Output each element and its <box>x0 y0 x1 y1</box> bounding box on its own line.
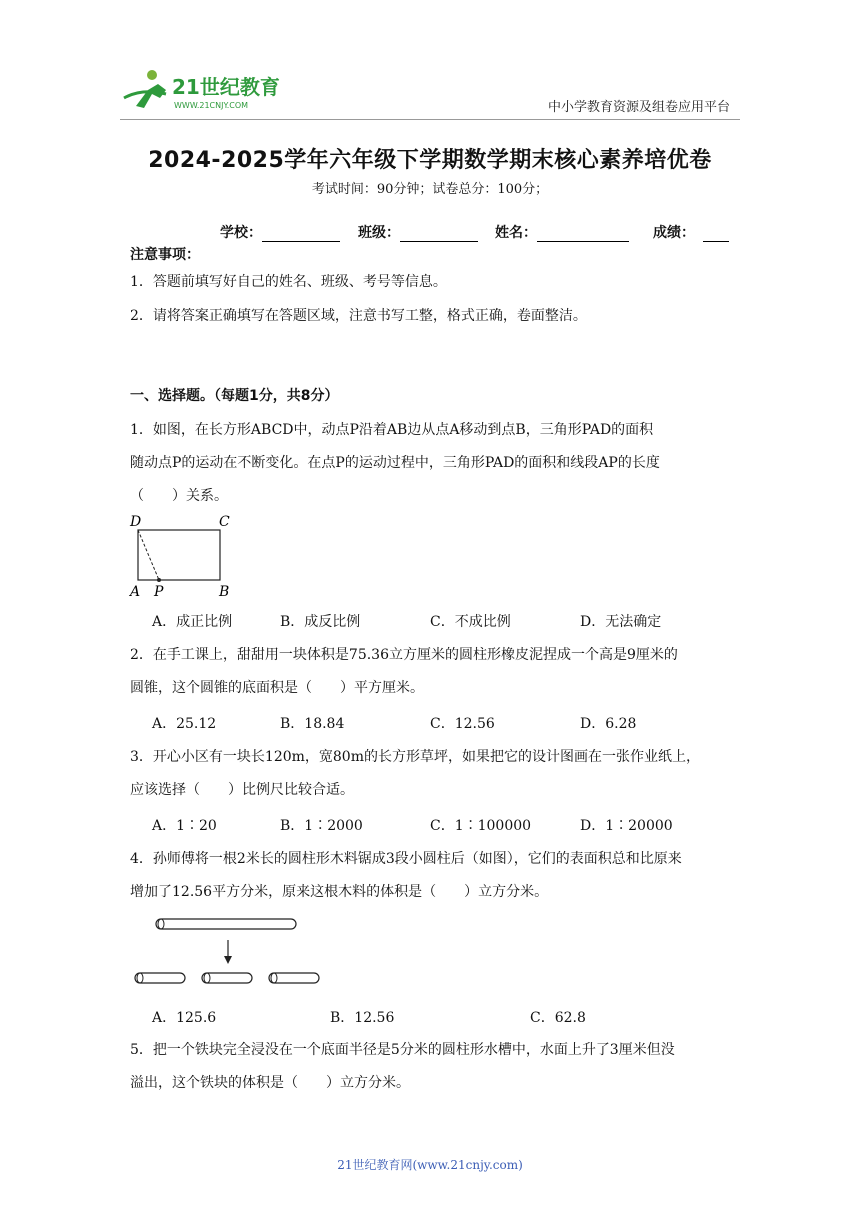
option-b[interactable]: B．18.84 <box>280 716 345 732</box>
option-a[interactable]: A．25.12 <box>152 716 217 732</box>
question-line: 圆锥，这个圆锥的底面积是（ ）平方厘米。 <box>130 680 424 696</box>
label-c: C <box>219 514 230 530</box>
option-b[interactable]: B．12.56 <box>330 1010 395 1026</box>
notes-heading: 注意事项： <box>130 247 200 263</box>
class-blank[interactable] <box>400 227 478 242</box>
option-b[interactable]: B．成反比例 <box>280 614 361 630</box>
point-p <box>157 578 161 582</box>
note-item: 2．请将答案正确填写在答题区域，注意书写工整，格式正确，卷面整洁。 <box>130 308 587 324</box>
question-line: 3．开心小区有一块长120m，宽80m的长方形草坪，如果把它的设计图画在一张作业纸上， <box>130 749 700 765</box>
option-a[interactable]: A．成正比例 <box>152 614 233 630</box>
score-label: 成绩： <box>653 225 695 241</box>
rectangle-abcd-figure <box>128 512 238 602</box>
score-field[interactable] <box>653 222 729 242</box>
question-line: 溢出，这个铁块的体积是（ ）立方分米。 <box>130 1075 410 1091</box>
question-line: 1．如图，在长方形ABCD中，动点P沿着AB边从点A移动到点B，三角形PAD的面积 <box>130 422 654 438</box>
question-line: （ ）关系。 <box>130 488 228 504</box>
option-b[interactable]: B．1∶2000 <box>280 818 363 834</box>
option-c[interactable]: C．不成比例 <box>430 614 511 630</box>
class-label: 班级： <box>358 225 400 241</box>
class-field[interactable] <box>358 222 478 242</box>
label-p: P <box>154 584 164 600</box>
question-line: 应该选择（ ）比例尺比较合适。 <box>130 782 354 798</box>
header-divider <box>120 119 740 120</box>
dashed-line-dp <box>138 530 159 580</box>
arrow-head-icon <box>224 956 232 964</box>
question-line: 随动点P的运动在不断变化。在点P的运动过程中，三角形PAD的面积和线段AP的长度 <box>130 455 660 471</box>
option-d[interactable]: D．无法确定 <box>580 614 662 630</box>
logo-url: WWW.21CNJY.COM <box>174 101 249 110</box>
question-line: 5．把一个铁块完全浸没在一个底面半径是5分米的圆柱形水槽中，水面上升了3厘米但没 <box>130 1042 675 1058</box>
exam-title: 2024-2025学年六年级下学期数学期末核心素养培优卷 <box>148 148 712 173</box>
question-line: 2．在手工课上，甜甜用一块体积是75.36立方厘米的圆柱形橡皮泥捏成一个高是9厘米的 <box>130 647 678 663</box>
site-logo <box>122 68 292 114</box>
runner-logo-icon <box>122 68 292 114</box>
log-cut-figure <box>128 912 328 992</box>
score-blank[interactable] <box>703 227 729 242</box>
school-blank[interactable] <box>262 227 340 242</box>
name-label: 姓名： <box>495 225 537 241</box>
option-d[interactable]: D．6.28 <box>580 716 637 732</box>
option-c[interactable]: C．12.56 <box>430 716 495 732</box>
option-c[interactable]: C．1∶100000 <box>430 818 532 834</box>
school-field[interactable] <box>220 222 340 242</box>
footer-link[interactable]: 21世纪教育网(www.21cnjy.com) <box>337 1158 523 1172</box>
name-field[interactable] <box>495 222 629 242</box>
rectangle-shape <box>138 530 220 580</box>
name-blank[interactable] <box>537 227 629 242</box>
option-a[interactable]: A．125.6 <box>152 1010 217 1026</box>
logo-text: 21世纪教育 <box>172 75 280 99</box>
question-line: 4．孙师傅将一根2米长的圆柱形木料锯成3段小圆柱后（如图），它们的表面积总和比原来 <box>130 851 682 867</box>
label-d: D <box>130 514 142 530</box>
section-heading: 一、选择题。（每题1分，共8分） <box>130 388 339 404</box>
whole-cylinder <box>156 919 296 929</box>
platform-label: 中小学教育资源及组卷应用平台 <box>547 100 730 115</box>
option-a[interactable]: A．1∶20 <box>152 818 217 834</box>
question-line: 增加了12.56平方分米，原来这根木料的体积是（ ）立方分米。 <box>130 884 549 900</box>
exam-subtitle: 考试时间：90分钟；试卷总分：100分； <box>311 182 549 197</box>
school-label: 学校： <box>220 225 262 241</box>
label-a: A <box>130 584 141 600</box>
option-c[interactable]: C．62.8 <box>530 1010 586 1026</box>
label-b: B <box>219 584 230 600</box>
note-item: 1．答题前填写好自己的姓名、班级、考号等信息。 <box>130 274 447 290</box>
option-d[interactable]: D．1∶20000 <box>580 818 673 834</box>
